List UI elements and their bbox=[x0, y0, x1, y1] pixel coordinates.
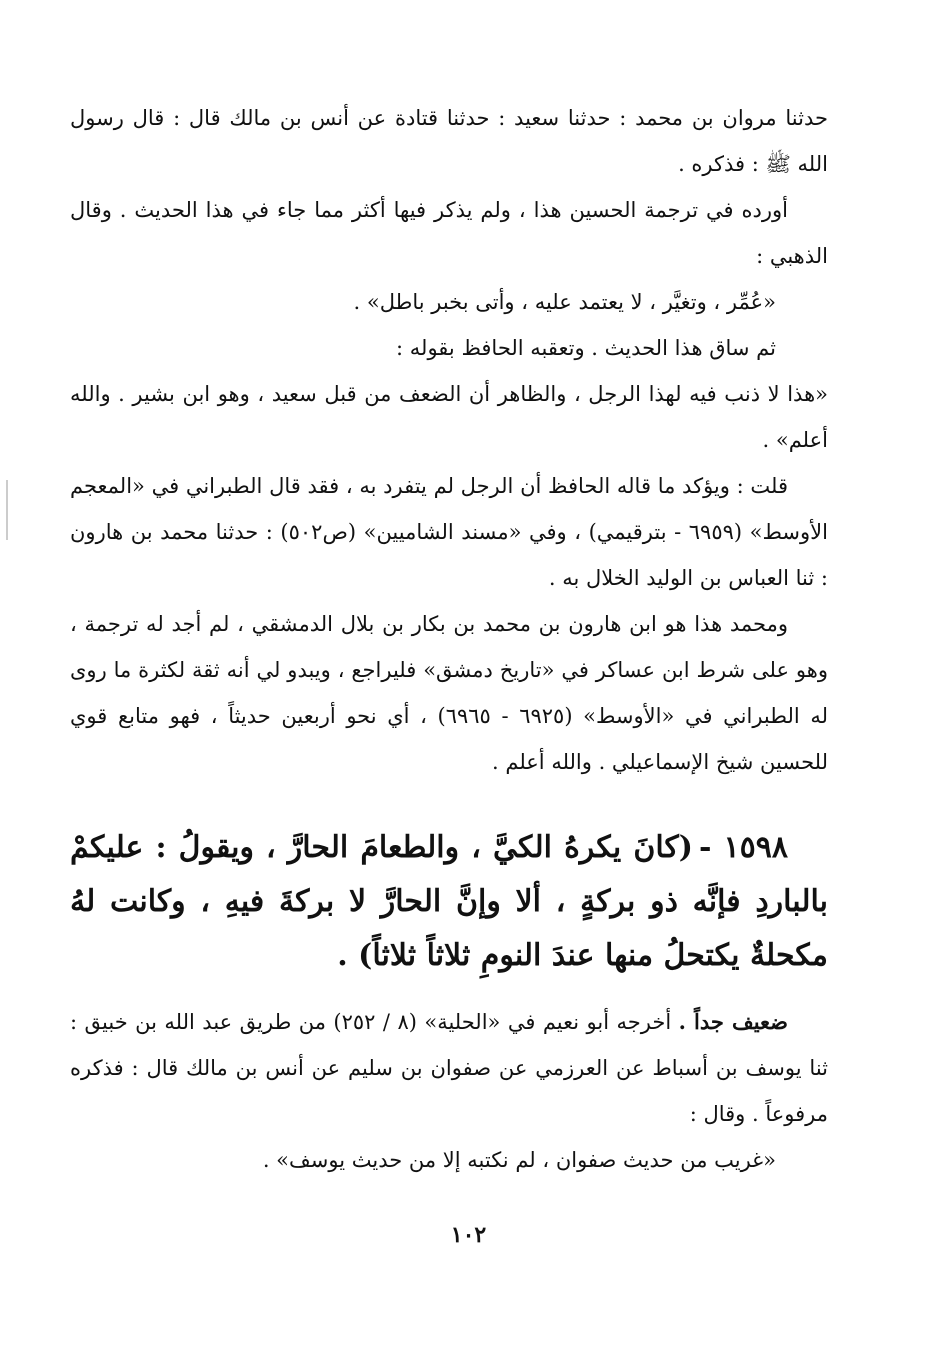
paragraph-grading bbox=[70, 999, 828, 1137]
paragraph-qultu: قلت : ويؤكد ما قاله الحافظ أن الرجل لم يتفرد به ، فقد قال الطبراني في «المعجم الأوسط» (٦٩٥٩ - بترقيمي) ، وفي «مسند الشاميين» (ص٥٠٢) : حدثنا محمد بن هارون : ثنا العباس بن الوليد الخلال به . bbox=[70, 474, 828, 590]
quote-abu-nuaym: «غريب من حديث صفوان ، لم نكتبه إلا من حديث يوسف» . bbox=[262, 1148, 776, 1172]
paragraph-commentary-1: أورده في ترجمة الحسين هذا ، ولم يذكر فيها أكثر مما جاء في هذا الحديث . وقال الذهبي : bbox=[70, 198, 828, 268]
grading-lead: ضعيف جداً . bbox=[678, 1009, 788, 1034]
quote-hafiz: «هذا لا ذنب فيه لهذا الرجل ، والظاهر أن الضعف من قبل سعيد ، وهو ابن بشير . والله أعلم» . bbox=[70, 382, 828, 452]
grading-text: أخرجه أبو نعيم في «الحلية» (٨ / ٢٥٢) من طريق عبد الله بن خبيق : ثنا يوسف بن أسباط عن العرزمي عن صفوان بن سليم عن أنس بن مالك قال : فذكره مرفوعاً . وقال : bbox=[70, 1010, 828, 1126]
paragraph-commentary-2: ثم ساق هذا الحديث . وتعقبه الحافظ بقوله : bbox=[396, 336, 776, 360]
hadith-text: (كانَ يكرهُ الكيَّ ، والطعامَ الحارَّ ، ويقولُ : عليكمْ بالباردِ فإنَّه ذو بركةٍ ، ألا وإنَّ الحارَّ لا بركةَ فيهِ ، وكانت لهُ مكحلةٌ يكتحلُ منها عندَ النومِ ثلاثاً ثلاثاً) . bbox=[70, 830, 828, 973]
paragraph-muhammad: ومحمد هذا هو ابن هارون بن محمد بن بكار بن بلال الدمشقي ، لم أجد له ترجمة ، وهو على شرط ابن عساكر في «تاريخ دمشق» فليراجع ، ويبدو لي أنه ثقة لكثرة ما روى له الطبراني في «الأوسط» (٦٩٢٥ - ٦٩٦٥) ، أي نحو أربعين حديثاً ، فهو متابع قوي للحسين شيخ الإسماعيلي . والله أعلم . bbox=[70, 612, 828, 774]
paragraph-isnad: حدثنا مروان بن محمد : حدثنا سعيد : حدثنا قتادة عن أنس بن مالك قال : قال رسول الله ﷺ : فذكره . bbox=[70, 106, 828, 176]
hadith-heading bbox=[70, 821, 828, 983]
quote-dhahabi: «عُمِّر ، وتغيَّر ، لا يعتمد عليه ، وأتى بخبر باطل» . bbox=[353, 290, 776, 314]
page-body bbox=[70, 95, 828, 1183]
scan-edge-mark bbox=[6, 480, 8, 540]
hadith-number: ١٥٩٨ - bbox=[699, 830, 788, 865]
page-number: ١٠٢ bbox=[450, 1222, 487, 1248]
